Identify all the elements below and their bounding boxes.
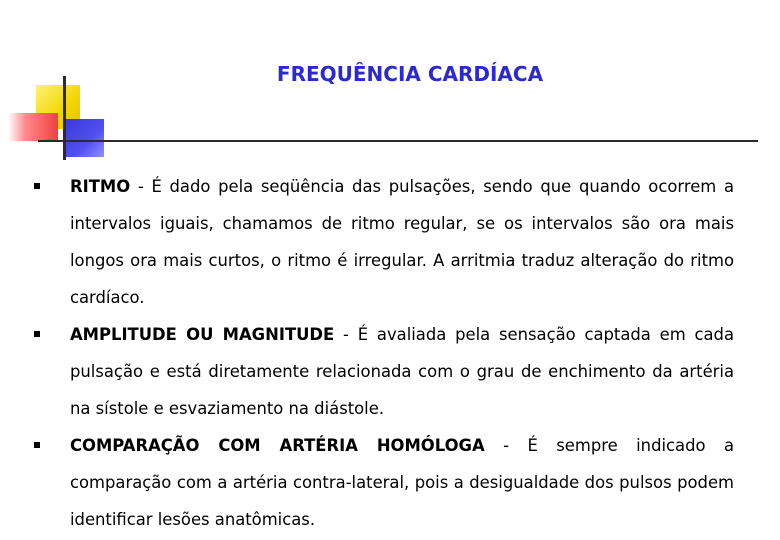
horizontal-rule bbox=[38, 140, 758, 142]
bullet-term: RITMO bbox=[70, 177, 131, 196]
bullet-term: COMPARAÇÃO COM ARTÉRIA HOMÓLOGA bbox=[70, 436, 485, 455]
bullet-square-icon bbox=[34, 331, 40, 337]
red-bar-decoration bbox=[8, 113, 58, 141]
bullet-square-icon bbox=[34, 183, 40, 189]
bullet-item-ritmo bbox=[34, 168, 734, 316]
slide-title: FREQUÊNCIA CARDÍACA bbox=[276, 62, 544, 86]
bullet-text: - É avaliada pela sensação captada em cada pulsação e está diretamente relacionada com o grau de enchimento da artéria na sístole e esvaziamento na diástole. bbox=[70, 325, 734, 418]
bullet-text: - É dado pela seqüência das pulsações, sendo que quando ocorrem a intervalos iguais, chamamos de ritmo regular, se os intervalos são ora mais longos ora mais curtos, o ritmo é irregular. A arritmia traduz alteração do ritmo cardíaco. bbox=[70, 177, 734, 307]
bullet-text: - É sempre indicado a comparação com a artéria contra-lateral, pois a desigualdade dos pulsos podem identificar lesões anatômicas. bbox=[70, 436, 734, 529]
blue-square-decoration bbox=[66, 119, 104, 157]
bullet-term: AMPLITUDE OU MAGNITUDE bbox=[70, 325, 335, 344]
bullet-item-amplitude bbox=[34, 316, 734, 427]
bullet-list bbox=[34, 168, 734, 538]
bullet-item-comparacao bbox=[34, 427, 734, 538]
bullet-square-icon bbox=[34, 442, 40, 448]
vertical-rule bbox=[63, 76, 66, 160]
